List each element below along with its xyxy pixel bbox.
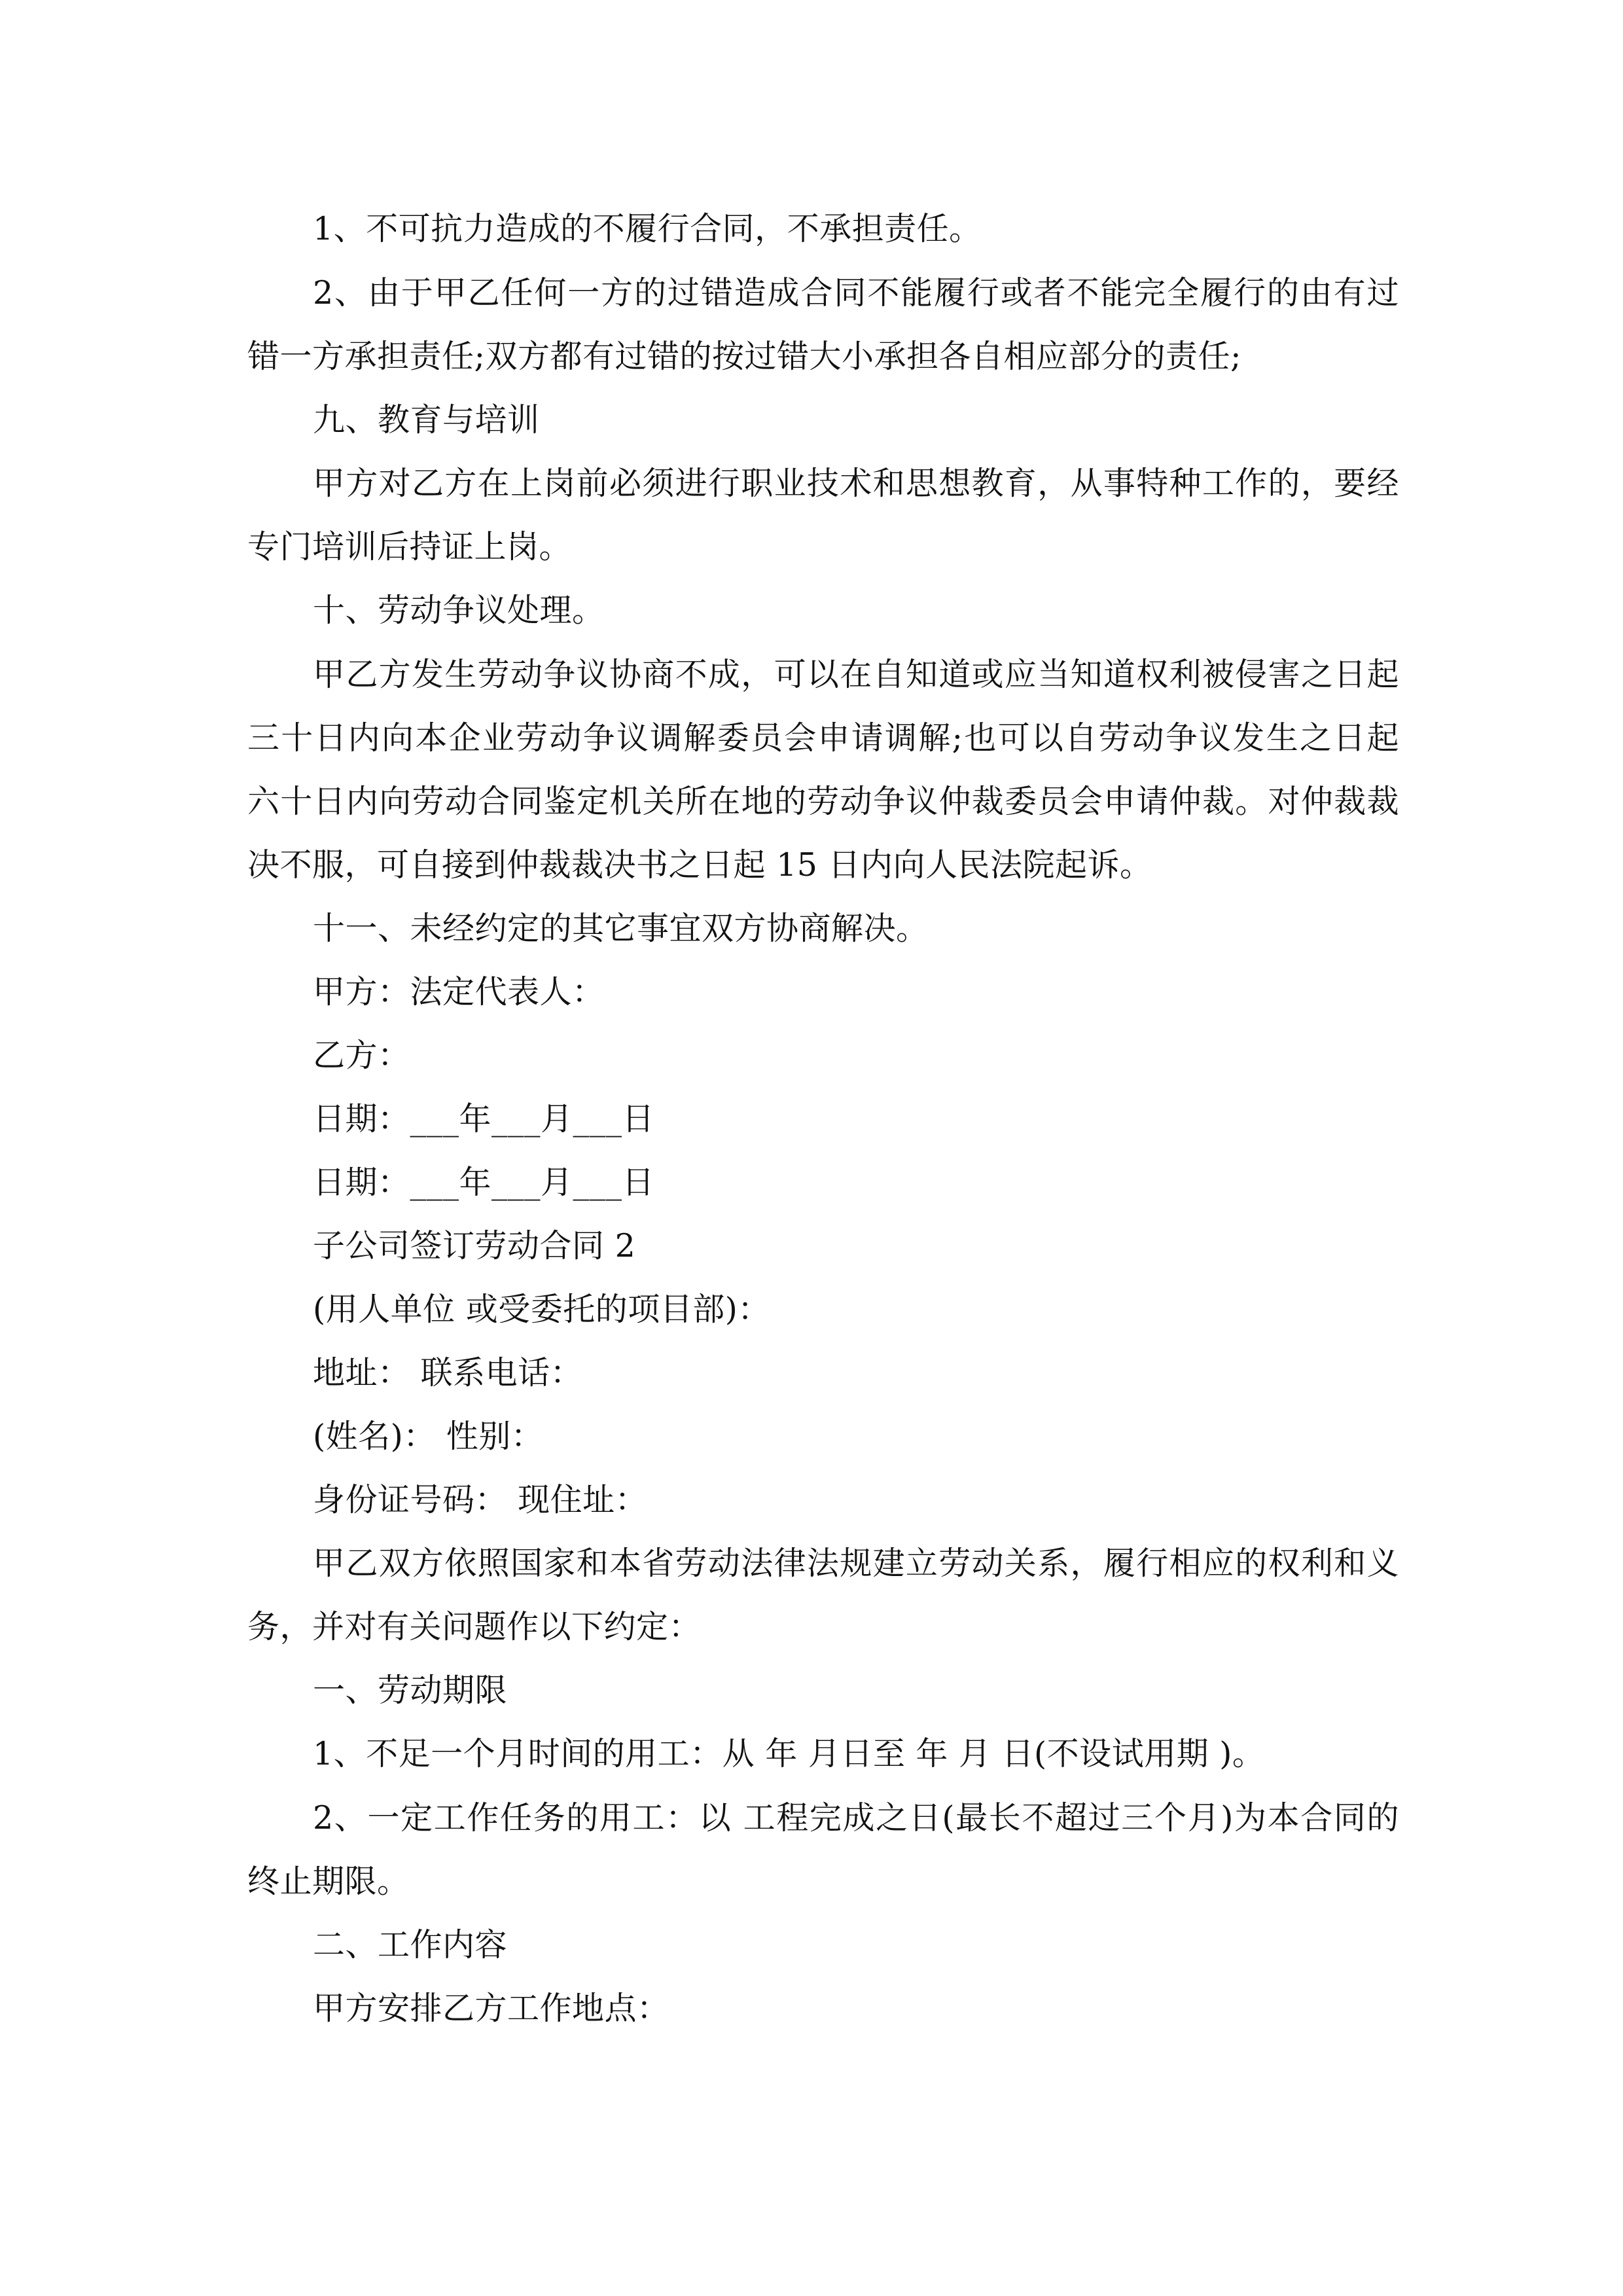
clause-10-line-4: 决不服，可自接到仲裁裁决书之日起 15 日内向人民法院起诉。 <box>247 846 1152 884</box>
section-heading-1: 一、劳动期限 <box>313 1672 508 1709</box>
term-item-1: 1、不足一个月时间的用工：从 年 月日至 年 月 日(不设试用期 )。 <box>313 1735 1265 1772</box>
contract-2-title: 子公司签订劳动合同 2 <box>313 1227 636 1265</box>
id-address-field: 身份证号码： 现住址： <box>313 1481 648 1518</box>
signature-party-a: 甲方：法定代表人： <box>313 973 605 1011</box>
signature-date-a: 日期：___年___月___日 <box>313 1100 655 1138</box>
clause-10-line-2: 三十日内向本企业劳动争议调解委员会申请调解;也可以自劳动争议发生之日起 <box>247 719 1399 757</box>
work-location-field: 甲方安排乙方工作地点： <box>313 1990 669 2027</box>
clause-8-item-2-line-2: 错一方承担责任;双方都有过错的按过错大小承担各自相应部分的责任; <box>247 338 1242 375</box>
clause-10-line-3: 六十日内向劳动合同鉴定机关所在地的劳动争议仲裁委员会申请仲裁。对仲裁裁 <box>247 783 1399 820</box>
preamble-line-2: 务，并对有关问题作以下约定： <box>247 1608 702 1645</box>
name-gender-field: (姓名)： 性别： <box>313 1418 544 1455</box>
signature-date-b: 日期：___年___月___日 <box>313 1164 655 1201</box>
clause-11: 十一、未经约定的其它事宜双方协商解决。 <box>313 910 929 947</box>
address-phone-field: 地址： 联系电话： <box>313 1354 583 1391</box>
clause-10-line-1: 甲乙方发生劳动争议协商不成，可以在自知道或应当知道权利被侵害之日起 <box>313 656 1399 693</box>
section-heading-2: 二、工作内容 <box>313 1926 508 1964</box>
preamble-line-1: 甲乙双方依照国家和本省劳动法律法规建立劳动关系，履行相应的权利和义 <box>313 1545 1399 1582</box>
signature-party-b: 乙方： <box>313 1037 410 1074</box>
section-heading-10: 十、劳动争议处理。 <box>313 592 605 629</box>
clause-9-line-2: 专门培训后持证上岗。 <box>247 528 572 565</box>
clause-9-line-1: 甲方对乙方在上岗前必须进行职业技术和思想教育，从事特种工作的，要经 <box>313 465 1399 502</box>
employer-field: (用人单位 或受委托的项目部)： <box>313 1291 770 1328</box>
clause-8-item-1: 1、不可抗力造成的不履行合同，不承担责任。 <box>313 210 982 247</box>
clause-8-item-2-line-1: 2、由于甲乙任何一方的过错造成合同不能履行或者不能完全履行的由有过 <box>313 274 1399 312</box>
term-item-2-line-1: 2、一定工作任务的用工：以 工程完成之日(最长不超过三个月)为本合同的 <box>313 1799 1399 1837</box>
term-item-2-line-2: 终止期限。 <box>247 1863 410 1900</box>
section-heading-9: 九、教育与培训 <box>313 401 540 439</box>
